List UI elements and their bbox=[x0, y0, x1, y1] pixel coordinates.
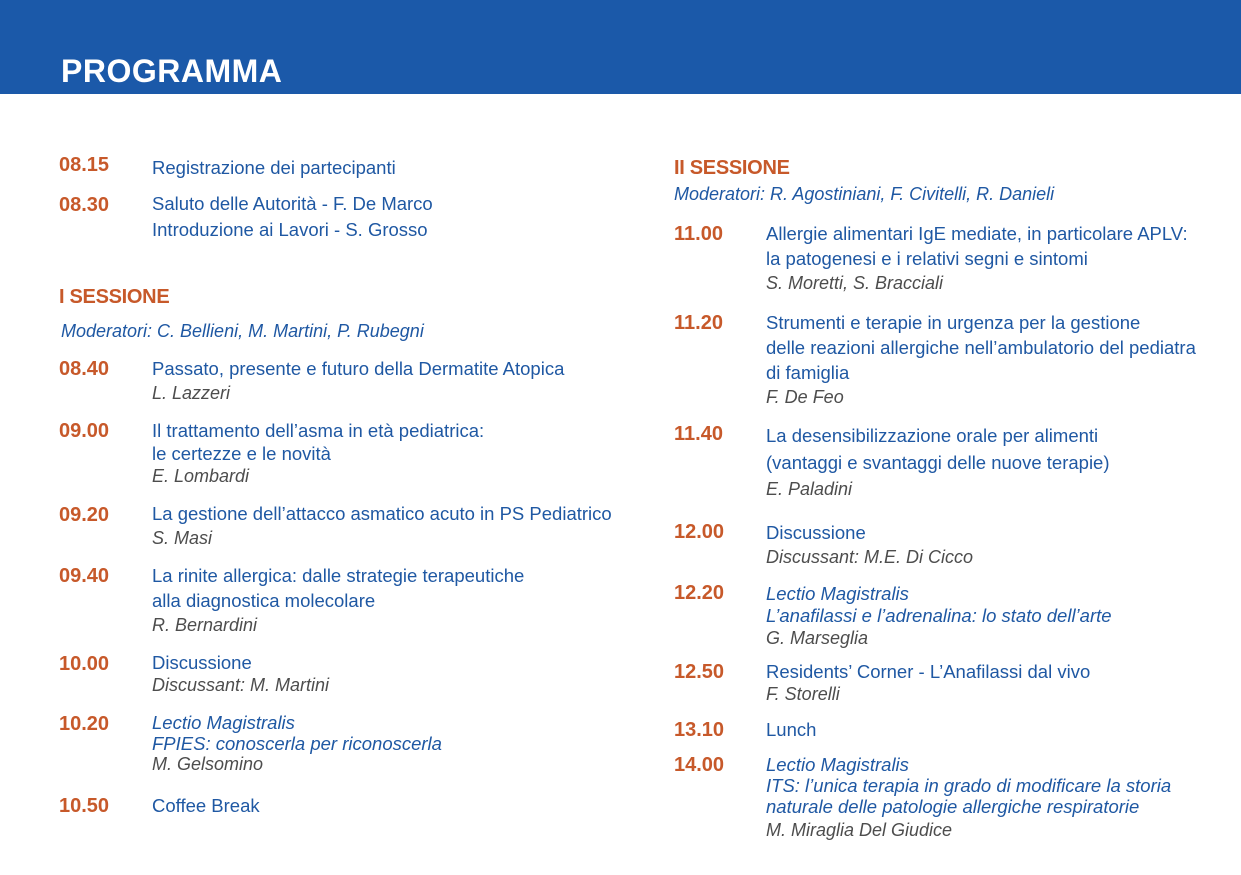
item-title: La desensibilizzazione orale per alimenti bbox=[766, 425, 1099, 446]
schedule-time: 14.00 bbox=[674, 754, 725, 776]
schedule-time: 10.20 bbox=[59, 713, 110, 735]
schedule-item bbox=[766, 718, 816, 742]
speaker: F. De Feo bbox=[766, 387, 844, 407]
item-title: le certezze e le novità bbox=[152, 443, 331, 464]
item-title: Il trattamento dell’asma in età pediatrica: bbox=[152, 420, 485, 441]
item-title: alla diagnostica molecolare bbox=[152, 590, 376, 611]
item-title: Discussione bbox=[766, 522, 866, 543]
item-title: Introduzione ai Lavori - S. Grosso bbox=[152, 219, 428, 240]
schedule-time: 11.40 bbox=[674, 423, 723, 445]
item-title: naturale delle patologie allergiche respiratorie bbox=[766, 796, 1140, 817]
speaker: E. Paladini bbox=[766, 479, 853, 499]
schedule-item bbox=[766, 221, 1188, 296]
speaker: S. Masi bbox=[152, 528, 213, 548]
schedule-item bbox=[766, 310, 1196, 410]
item-title: Lunch bbox=[766, 719, 817, 740]
speaker: M. Gelsomino bbox=[152, 754, 264, 774]
schedule-time: 10.50 bbox=[59, 795, 110, 817]
item-title: ITS: l’unica terapia in grado di modificare la storia bbox=[766, 775, 1172, 796]
lectio-label: Lectio Magistralis bbox=[766, 754, 909, 775]
schedule-item bbox=[766, 661, 1090, 705]
schedule-item bbox=[152, 356, 564, 406]
schedule-time: 08.15 bbox=[59, 154, 110, 176]
speaker: S. Moretti, S. Bracciali bbox=[766, 273, 944, 293]
item-title: La rinite allergica: dalle strategie terapeutiche bbox=[152, 565, 525, 586]
schedule-time: 11.20 bbox=[674, 312, 723, 334]
item-title: la patogenesi e i relativi segni e sintomi bbox=[766, 248, 1088, 269]
schedule-time: 12.00 bbox=[674, 521, 725, 543]
item-title: FPIES: conoscerla per riconoscerla bbox=[152, 733, 442, 754]
speaker: G. Marseglia bbox=[766, 628, 869, 648]
page-title: PROGRAMMA bbox=[61, 53, 283, 89]
schedule-time: 11.00 bbox=[674, 223, 723, 245]
item-title: Coffee Break bbox=[152, 795, 260, 816]
schedule-time: 08.40 bbox=[59, 358, 110, 380]
lectio-label: Lectio Magistralis bbox=[152, 712, 295, 733]
schedule-item bbox=[152, 191, 433, 243]
schedule-time: 08.30 bbox=[59, 194, 110, 216]
session-moderators: Moderatori: R. Agostiniani, F. Civitelli, R. Danieli bbox=[674, 184, 1055, 204]
schedule-item bbox=[152, 712, 442, 775]
schedule-time: 09.00 bbox=[59, 420, 110, 442]
item-title: Strumenti e terapie in urgenza per la gestione bbox=[766, 312, 1141, 333]
item-title: La gestione dell’attacco asmatico acuto in PS Pediatrico bbox=[152, 503, 612, 524]
schedule-item bbox=[766, 754, 1171, 841]
speaker: L. Lazzeri bbox=[152, 383, 231, 403]
schedule-item bbox=[766, 520, 973, 570]
speaker: F. Storelli bbox=[766, 684, 840, 704]
item-title: Allergie alimentari IgE mediate, in particolare APLV: bbox=[766, 223, 1188, 244]
item-title: Registrazione dei partecipanti bbox=[152, 157, 396, 178]
schedule-time: 12.50 bbox=[674, 661, 725, 683]
schedule-item bbox=[766, 583, 1112, 649]
speaker: E. Lombardi bbox=[152, 466, 250, 486]
item-title: L’anafilassi e l’adrenalina: lo stato dell’arte bbox=[766, 605, 1112, 626]
speaker: R. Bernardini bbox=[152, 615, 258, 635]
schedule-time: 10.00 bbox=[59, 653, 110, 675]
item-title: delle reazioni allergiche nell’ambulatorio del pediatra bbox=[766, 337, 1196, 358]
schedule-item bbox=[152, 794, 260, 818]
schedule-time: 09.20 bbox=[59, 504, 110, 526]
speaker: M. Miraglia Del Giudice bbox=[766, 820, 953, 840]
item-title: Residents’ Corner - L’Anafilassi dal vivo bbox=[766, 661, 1091, 682]
schedule-time: 12.20 bbox=[674, 582, 725, 604]
speaker: Discussant: M. Martini bbox=[152, 675, 330, 695]
speaker: Discussant: M.E. Di Cicco bbox=[766, 547, 974, 567]
session-title: I SESSIONE bbox=[59, 286, 170, 308]
schedule-item bbox=[152, 419, 484, 488]
item-title: Saluto delle Autorità - F. De Marco bbox=[152, 193, 433, 214]
schedule-item bbox=[152, 563, 524, 638]
schedule-time: 09.40 bbox=[59, 565, 110, 587]
schedule-item bbox=[152, 155, 396, 180]
session-title: II SESSIONE bbox=[674, 157, 790, 179]
item-title: Passato, presente e futuro della Dermatite Atopica bbox=[152, 358, 565, 379]
item-title: (vantaggi e svantaggi delle nuove terapie) bbox=[766, 452, 1110, 473]
lectio-label: Lectio Magistralis bbox=[766, 583, 909, 604]
schedule-item bbox=[152, 502, 612, 550]
session-moderators: Moderatori: C. Bellieni, M. Martini, P. Rubegni bbox=[61, 321, 424, 341]
schedule-item bbox=[152, 652, 329, 696]
schedule-item bbox=[766, 422, 1110, 503]
schedule-time: 13.10 bbox=[674, 719, 725, 741]
item-title: di famiglia bbox=[766, 362, 850, 383]
item-title: Discussione bbox=[152, 652, 252, 673]
